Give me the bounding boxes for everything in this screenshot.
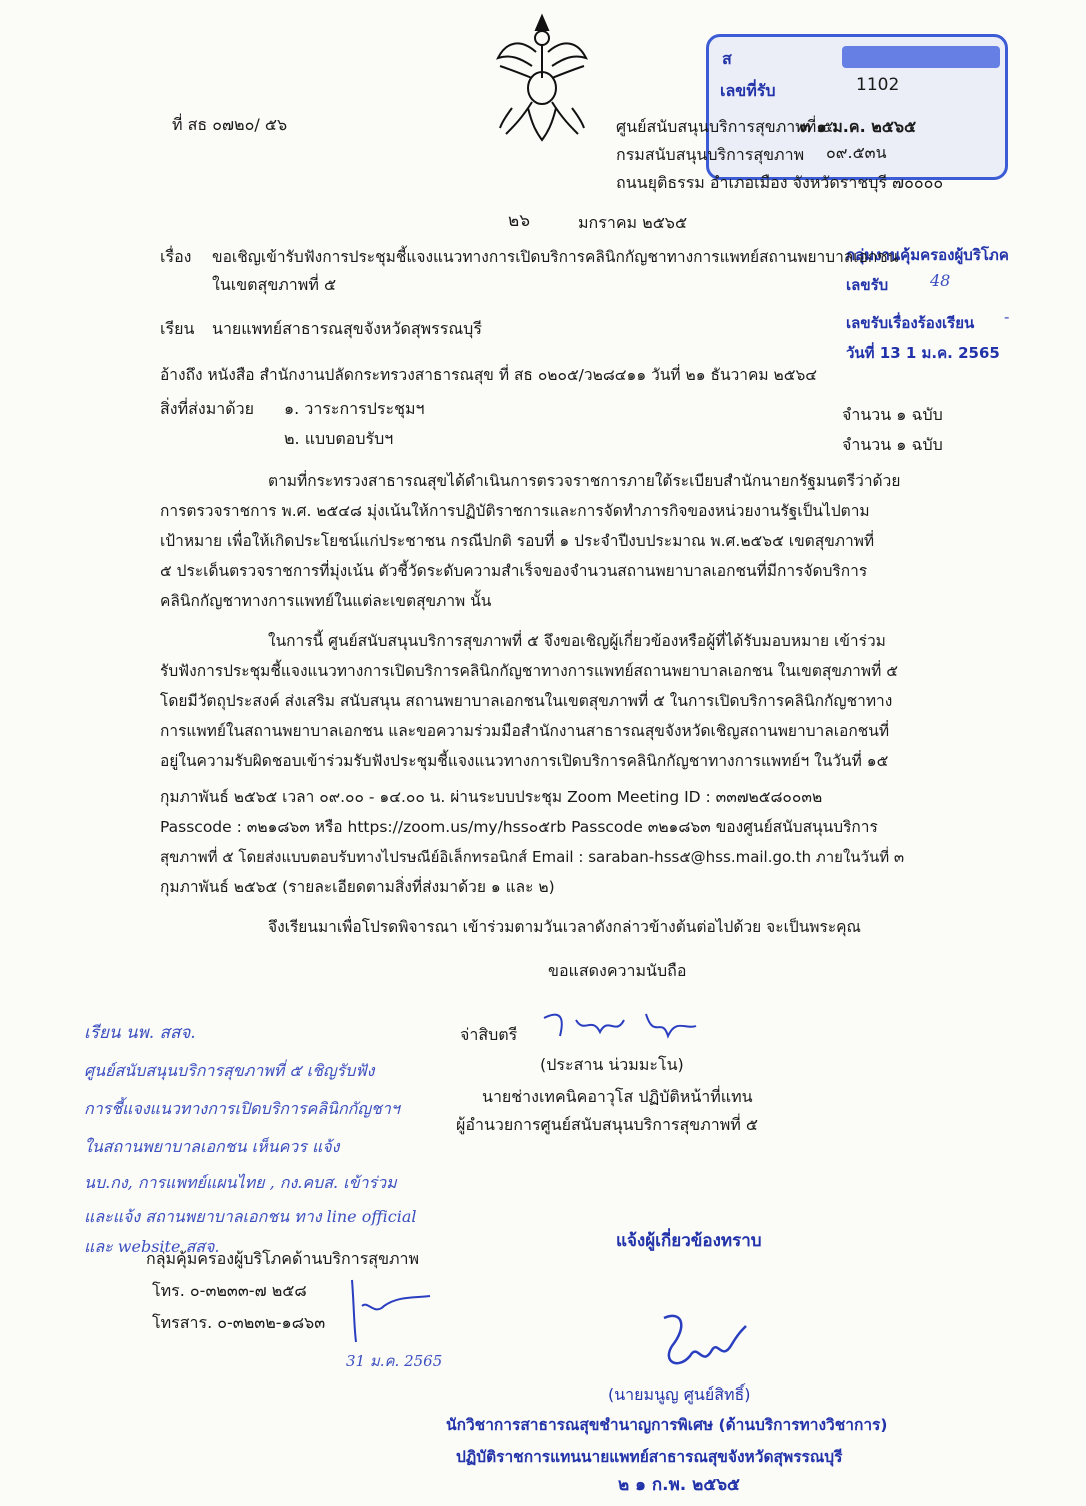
stamp-date: ๓ ๑ ม.ค. ๒๕๖๕ bbox=[800, 117, 917, 136]
para1-line-4: ๕ ประเด็นตรวจราชการที่มุ่งเน้น ตัวชี้วัดระดับความสำเร็จของจำนวนสถานพยาบาลเอกชนที่มีการจัดบริการ bbox=[160, 562, 868, 580]
hand-note-line-7: และ website สสจ. bbox=[84, 1237, 220, 1256]
hand-note-line-6: และแจ้ง สถานพยาบาลเอกชน ทาง line official bbox=[84, 1207, 417, 1226]
consumer-stamp-date: วันที่ 13 1 ม.ค. 2565 bbox=[846, 344, 1000, 362]
enclosure-1-name: ๑. วาระการประชุมฯ bbox=[284, 399, 425, 418]
signatory-title-1: นายช่างเทคนิคอาวุโส ปฏิบัติหน้าที่แทน bbox=[482, 1087, 753, 1106]
para2-line-2: รับฟังการประชุมชี้แจงแนวทางการเปิดบริการคลินิกกัญชาทางการแพทย์สถานพยาบาลเอกชน ในเขตสุขภาพที่ ๕ bbox=[160, 662, 898, 680]
notify-text: แจ้งผู้เกี่ยวข้องทราบ bbox=[616, 1231, 762, 1251]
footer-dept: กลุ่มคุ้มครองผู้บริโภคด้านบริการสุขภาพ bbox=[146, 1249, 420, 1268]
para2-line-5: อยู่ในความรับผิดชอบเข้าร่วมรับฟังประชุมชี้แจงแนวทางการเปิดบริการคลินิกกัญชาทางการแพทย์ฯ ในวันที่ ๑๕ bbox=[160, 752, 889, 770]
signature-approver-icon bbox=[652, 1306, 752, 1376]
para2-line-7: Passcode : ๓๒๑๘๖๓ หรือ https://zoom.us/my/hss๐๕rb Passcode ๓๒๑๘๖๓ ของศูนย์สนับสนุนบริการ bbox=[160, 818, 878, 836]
sender-line-2: กรมสนับสนุนบริการสุขภาพ bbox=[616, 145, 805, 164]
redacted-area bbox=[842, 46, 1000, 68]
handwritten-date: 31 ม.ค. 2565 bbox=[346, 1352, 443, 1370]
stamp-time: ๐๙.๕๓น bbox=[826, 143, 887, 162]
stamp-org-label: ส bbox=[722, 49, 732, 68]
para2-line-8: สุขภาพที่ ๕ โดยส่งแบบตอบรับทางไปรษณีย์อิเล็กทรอนิกส์ Email : saraban-hss๕@hss.mail.go.th ภายในวันที่ ๓ bbox=[160, 848, 905, 866]
para2-line-6: กุมภาพันธ์ ๒๕๖๕ เวลา ๐๙.๐๐ - ๑๔.๐๐ น. ผ่านระบบประชุม Zoom Meeting ID : ๓๓๗๒๕๘๐๐๓๒ bbox=[160, 788, 823, 806]
enclosures-label: สิ่งที่ส่งมาด้วย bbox=[160, 399, 254, 418]
approver-date: ๒ ๑ ก.พ. ๒๕๖๕ bbox=[618, 1475, 740, 1495]
stamp-recv-label: เลขที่รับ bbox=[720, 81, 776, 100]
footer-fax: โทรสาร. ๐-๓๒๓๒-๑๘๖๓ bbox=[152, 1313, 326, 1332]
signatory-name: (ประสาน น่วมมะโน) bbox=[540, 1055, 684, 1074]
para1-line-2: การตรวจราชการ พ.ศ. ๒๕๔๘ มุ่งเน้นให้การปฏิบัติราชการและการจัดทำภารกิจของหน่วยงานรัฐเป็นไปตาม bbox=[160, 502, 870, 520]
garuda-emblem-icon bbox=[492, 8, 592, 148]
hand-note-line-1: เรียน นพ. สสจ. bbox=[84, 1023, 196, 1043]
signatory-rank: จ่าสิบตรี bbox=[460, 1025, 518, 1044]
regards-line: ขอแสดงความนับถือ bbox=[548, 961, 687, 980]
consumer-stamp-complaint-label: เลขรับเรื่องร้องเรียน bbox=[846, 314, 975, 332]
para1-line-3: เป้าหมาย เพื่อให้เกิดประโยชน์แก่ประชาชน กรณีปกติ รอบที่ ๑ ประจำปีงบประมาณ พ.ศ.๒๕๖๕ เขตสุขภาพที่ bbox=[160, 532, 875, 550]
reference-number: ที่ สธ ๐๗๒๐/ ๕๖ bbox=[172, 115, 288, 134]
sender-line-1: ศูนย์สนับสนุนบริการสุขภาพที่ ๕ bbox=[616, 117, 834, 136]
recipient-name: นายแพทย์สาธารณสุขจังหวัดสุพรรณบุรี bbox=[212, 319, 482, 338]
approver-name: (นายมนูญ ศูนย์สิทธิ์) bbox=[608, 1385, 751, 1404]
date-day: ๒๖ bbox=[508, 211, 530, 231]
date-month-year: มกราคม ๒๕๖๕ bbox=[578, 213, 688, 232]
hand-note-line-2: ศูนย์สนับสนุนบริการสุขภาพที่ ๕ เชิญรับฟัง bbox=[84, 1061, 375, 1080]
signature-initial-icon bbox=[344, 1276, 434, 1346]
stamp-recv-number: 1102 bbox=[856, 75, 900, 95]
recipient-label: เรียน bbox=[160, 319, 195, 338]
para1-line-1: ตามที่กระทรวงสาธารณสุขได้ดำเนินการตรวจราชการภายใต้ระเบียบสำนักนายกรัฐมนตรีว่าด้วย bbox=[268, 472, 901, 490]
enclosure-2-name: ๒. แบบตอบรับฯ bbox=[284, 429, 394, 448]
enclosure-2-qty: จำนวน ๑ ฉบับ bbox=[842, 435, 943, 454]
approver-title-2: ปฏิบัติราชการแทนนายแพทย์สาธารณสุขจังหวัดสุพรรณบุรี bbox=[456, 1448, 843, 1466]
para2-line-1: ในการนี้ ศูนย์สนับสนุนบริการสุขภาพที่ ๕ จึงขอเชิญผู้เกี่ยวข้องหรือผู้ที่ได้รับมอบหมาย เข้าร่วม bbox=[268, 632, 886, 650]
para2-line-4: การแพทย์ในสถานพยาบาลเอกชน และขอความร่วมมือสำนักงานสาธารณสุขจังหวัดเชิญสถานพยาบาลเอกชนที่ bbox=[160, 722, 890, 740]
para1-line-5: คลินิกกัญชาทางการแพทย์ในแต่ละเขตสุขภาพ นั้น bbox=[160, 592, 492, 610]
consumer-stamp-recv-label: เลขรับ bbox=[846, 276, 889, 294]
footer-tel: โทร. ๐-๓๒๓๓-๗ ๒๕๘ bbox=[152, 1281, 307, 1300]
consumer-stamp-recv-no: 48 bbox=[930, 271, 951, 290]
hand-note-line-5: นบ.กง, การแพทย์แผนไทย , กง.คบส. เข้าร่วม bbox=[84, 1173, 397, 1192]
closing-line: จึงเรียนมาเพื่อโปรดพิจารณา เข้าร่วมตามวันเวลาดังกล่าวข้างต้นต่อไปด้วย จะเป็นพระคุณ bbox=[268, 918, 861, 936]
subject-line-2: ในเขตสุขภาพที่ ๕ bbox=[212, 275, 337, 294]
subject-label: เรื่อง bbox=[160, 247, 192, 266]
sender-line-3: ถนนยุติธรรม อำเภอเมือง จังหวัดราชบุรี ๗๐๐๐๐ bbox=[616, 173, 944, 192]
subject-line-1: ขอเชิญเข้ารับฟังการประชุมชี้แจงแนวทางการเปิดบริการคลินิกกัญชาทางการแพทย์สถานพยาบาลเอกชน bbox=[212, 248, 899, 266]
signature-1-icon bbox=[536, 1006, 716, 1046]
hand-note-line-3: การชี้แจงแนวทางการเปิดบริการคลินิกกัญชาฯ bbox=[84, 1099, 400, 1118]
approver-title-1: นักวิชาการสาธารณสุขชำนาญการพิเศษ (ด้านบริการทางวิชาการ) bbox=[446, 1416, 888, 1434]
signatory-title-2: ผู้อำนวยการศูนย์สนับสนุนบริการสุขภาพที่ ๕ bbox=[456, 1115, 759, 1134]
consumer-stamp-complaint-value: - bbox=[1004, 307, 1010, 326]
para2-line-9: กุมภาพันธ์ ๒๕๖๕ (รายละเอียดตามสิ่งที่ส่งมาด้วย ๑ และ ๒) bbox=[160, 878, 555, 896]
enclosure-1-qty: จำนวน ๑ ฉบับ bbox=[842, 405, 943, 424]
para2-line-3: โดยมีวัตถุประสงค์ ส่งเสริม สนับสนุน สถานพยาบาลเอกชนในเขตสุขภาพที่ ๕ ในการเปิดบริการคลินิกกัญชาทาง bbox=[160, 692, 893, 710]
consumer-stamp-title: กลุ่มงานคุ้มครองผู้บริโภค bbox=[846, 246, 1009, 264]
hand-note-line-4: ในสถานพยาบาลเอกชน เห็นควร แจ้ง bbox=[84, 1137, 340, 1156]
reference-line: อ้างถึง หนังสือ สำนักงานปลัดกระทรวงสาธารณสุข ที่ สธ ๐๒๐๕/ว๒๘๔๑๑ วันที่ ๒๑ ธันวาคม ๒๕๖๔ bbox=[160, 366, 818, 384]
